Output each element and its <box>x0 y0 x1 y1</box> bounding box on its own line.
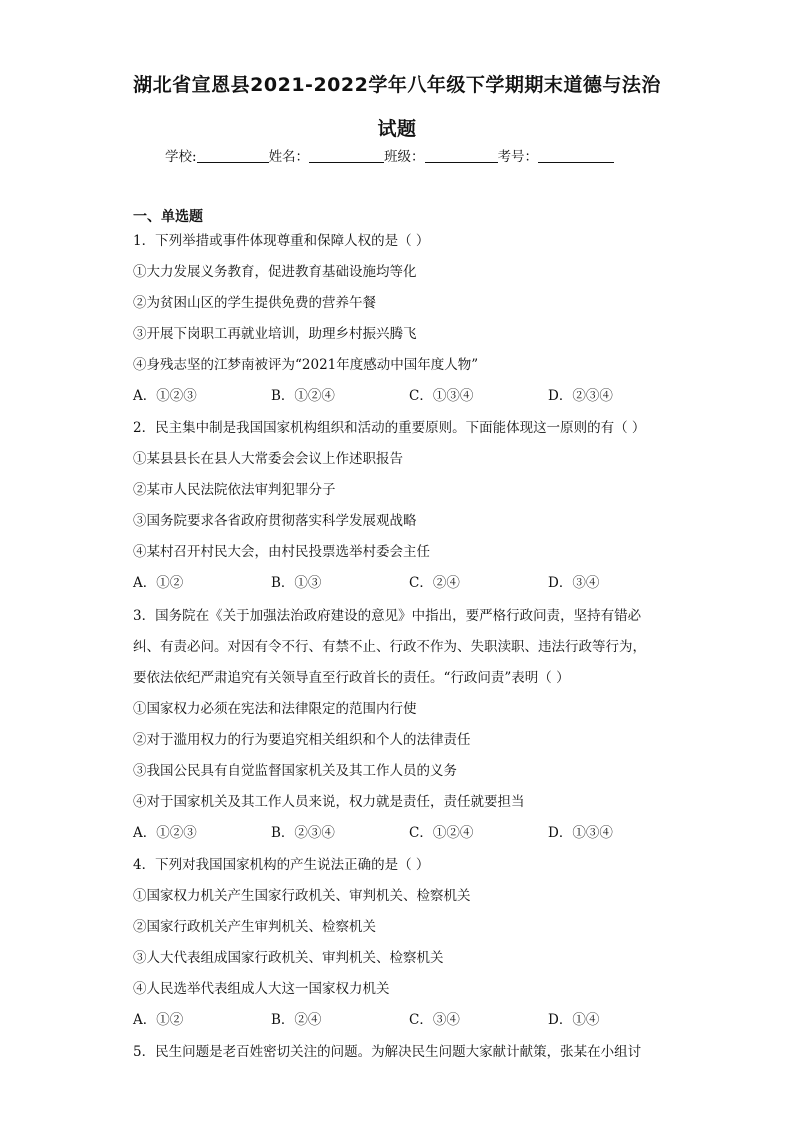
answer-options <box>133 568 673 599</box>
name-blank <box>309 148 384 163</box>
page-title: 湖北省宣恩县2021-2022学年八年级下学期期末道德与法治 <box>133 74 661 96</box>
question-item: ④人民选举代表组成人大这一国家权力机关 <box>133 981 390 997</box>
question-stem: 5．民生问题是老百姓密切关注的问题。为解决民生问题大家献计献策，张某在小组讨 <box>133 1044 642 1060</box>
option-d: D．②③④ <box>548 388 613 404</box>
question-stem: 纠、有责必问。对因有令不行、有禁不止、行政不作为、失职渎职、违法行政等行为， <box>133 639 646 655</box>
option-c: C．②④ <box>409 575 460 591</box>
option-b: B．①②④ <box>271 388 335 404</box>
question-5 <box>133 1037 673 1068</box>
question-2 <box>133 413 673 599</box>
question-stem: 2．民主集中制是我国国家机构组织和活动的重要原则。下面能体现这一原则的有（ ） <box>133 420 646 436</box>
question-item: ④身残志坚的江梦南被评为“2021年度感动中国年度人物” <box>133 357 479 373</box>
question-item: ①国家权力机关产生国家行政机关、审判机关、检察机关 <box>133 888 471 904</box>
question-stem: 要依法依纪严肃追究有关领导直至行政首长的责任。“行政问责”表明（ ） <box>133 670 570 686</box>
question-item: ①国家权力必须在宪法和法律限定的范围内行使 <box>133 701 417 717</box>
question-item: ①某县县长在县人大常委会会议上作述职报告 <box>133 451 403 467</box>
page-title-continued: 试题 <box>377 118 417 140</box>
question-item: ②国家行政机关产生审判机关、检察机关 <box>133 919 376 935</box>
option-b: B．②④ <box>271 1012 322 1028</box>
option-c: C．①②④ <box>409 825 474 841</box>
student-info-line <box>165 145 614 165</box>
option-d: D．①③④ <box>548 825 613 841</box>
question-item: ②对于滥用权力的行为要追究相关组织和个人的法律责任 <box>133 732 471 748</box>
option-c: C．①③④ <box>409 388 474 404</box>
question-stem: 4．下列对我国国家机构的产生说法正确的是（ ） <box>133 857 430 873</box>
section-title: 一、单选题 <box>133 209 203 225</box>
option-d: D．①④ <box>548 1012 600 1028</box>
question-item: ②某市人民法院依法审判犯罪分子 <box>133 482 336 498</box>
question-stem: 1．下列举措或事件体现尊重和保障人权的是（ ） <box>133 233 430 249</box>
question-item: ③人大代表组成国家行政机关、审判机关、检察机关 <box>133 950 444 966</box>
number-blank <box>538 148 614 163</box>
option-d: D．③④ <box>548 575 600 591</box>
question-item: ③国务院要求各省政府贯彻落实科学发展观战略 <box>133 513 417 529</box>
option-a: A．①② <box>133 575 184 591</box>
option-a: A．①② <box>133 1012 184 1028</box>
option-c: C．③④ <box>409 1012 460 1028</box>
question-item: ②为贫困山区的学生提供免费的营养午餐 <box>133 295 376 311</box>
option-b: B．②③④ <box>271 825 335 841</box>
number-label: 考号： <box>497 149 539 165</box>
question-item: ①大力发展义务教育，促进教育基础设施均等化 <box>133 264 417 280</box>
question-3 <box>133 601 673 849</box>
question-4 <box>133 850 673 1036</box>
answer-options <box>133 818 673 849</box>
question-item: ④某村召开村民大会，由村民投票选举村委会主任 <box>133 544 430 560</box>
answer-options <box>133 1005 673 1036</box>
question-item: ④对于国家机关及其工作人员来说，权力就是责任，责任就要担当 <box>133 794 525 810</box>
answer-options <box>133 381 673 412</box>
school-blank <box>197 148 269 163</box>
option-b: B．①③ <box>271 575 322 591</box>
question-stem: 3．国务院在《关于加强法治政府建设的意见》中指出，要严格行政问责，坚持有错必 <box>133 608 642 624</box>
class-label: 班级： <box>384 149 425 165</box>
question-item: ③开展下岗职工再就业培训，助理乡村振兴腾飞 <box>133 326 417 342</box>
option-a: A．①②③ <box>133 825 197 841</box>
school-label: 学校: <box>165 149 197 165</box>
option-a: A．①②③ <box>133 388 197 404</box>
question-item: ③我国公民具有自觉监督国家机关及其工作人员的义务 <box>133 763 457 779</box>
class-blank <box>425 148 498 163</box>
name-label: 姓名： <box>268 149 310 165</box>
question-1 <box>133 226 673 412</box>
